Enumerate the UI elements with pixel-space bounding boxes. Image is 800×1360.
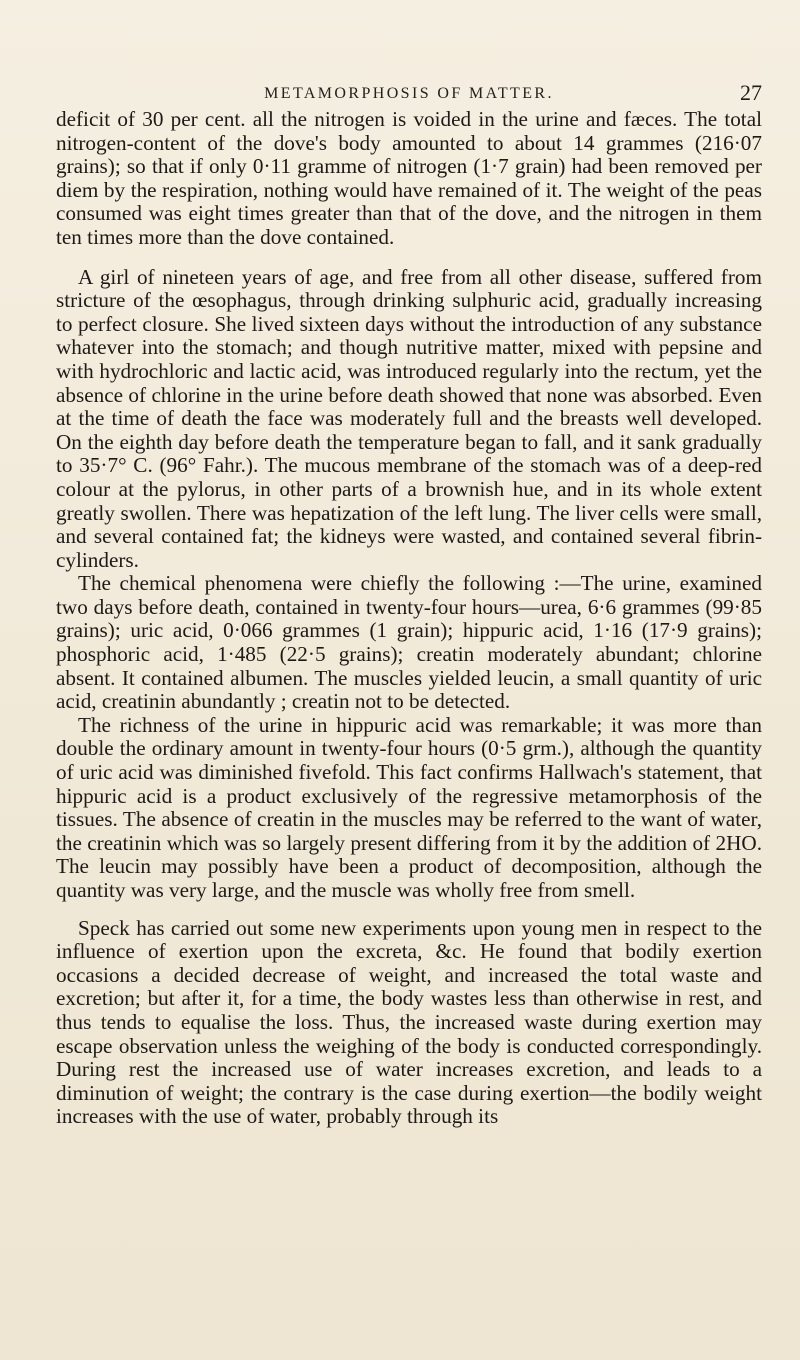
paragraph-chemical-phenomena: The chemical phenomena were chiefly the following :—The urine, examined two days before death, contained in twenty-four hours—urea, 6·6 grammes (99·85 grains); uric acid, 0·066 grammes (1 grain); hippuric acid, 1·16 (17·9 grains); phosphoric acid, 1·485 (22·5 grains); creatin moderately abundant; chlorine absent. It contained albumen. The muscles yielded leucin, a small quantity of uric acid, creatinin abundantly ; creatin not to be detected.: [56, 571, 762, 714]
paragraph-speck-experiments: Speck has carried out some new experiments upon young men in respect to the influence of exertion upon the excreta, &c. He found that bodily exertion occasions a decided decrease of weight, and increased the total waste and excretion; but after it, for a time, the body wastes less than otherwise in rest, and thus tends to equalise the loss. Thus, the increased waste during exertion may escape observation unless the weighing of the body is conducted correspondingly. During rest the increased use of water increases excretion, and leads to a diminution of weight; the contrary is the case during exertion—the bodily weight increases with the use of water, probably through its: [56, 915, 762, 1129]
paragraph-hippuric-acid: The richness of the urine in hippuric acid was remarkable; it was more than double the ordinary amount in twenty-four hours (0·5 grm.), although the quantity of uric acid was diminished fivefold. This fact confirms Hallwach's statement, that hippuric acid is a product exclusively of the regressive metamorphosis of the tissues. The absence of creatin in the muscles may be referred to the want of water, the creatinin which was so largely present differing from it by the addition of 2HO. The leucin may possibly have been a product of decomposition, although the quantity was very large, and the muscle was wholly free from smell.: [56, 712, 762, 902]
paragraph-dove-nitrogen: deficit of 30 per cent. all the nitrogen is voided in the urine and fæces. The total nitrogen-content of the dove's body amounted to about 14 grammes (216·07 grains); so that if only 0·11 gramme of nitrogen (1·7 grain) had been removed per diem by the respiration, nothing would have remained of it. The weight of the peas consumed was eight times greater than that of the dove, and the nitrogen in them ten times more than the dove contained.: [56, 107, 762, 249]
page-number: 27: [740, 80, 762, 105]
running-title: METAMORPHOSIS OF MATTER.: [264, 85, 554, 102]
body-text: [56, 108, 762, 1129]
paragraph-girl-case: A girl of nineteen years of age, and free from all other disease, suffered from stricture of the œsophagus, through drinking sulphuric acid, gradually increasing to perfect closure. She lived sixteen days without the introduction of any substance whatever into the stomach; and though nutritive matter, mixed with pepsine and with hydrochloric and lactic acid, was introduced regularly into the rectum, yet the absence of chlorine in the urine before death showed that none was absorbed. Even at the time of death the face was moderately full and the breasts well developed. On the eighth day before death the temperature began to fall, and it sank gradually to 35·7° C. (96° Fahr.). The mucous membrane of the stomach was of a deep-red colour at the pylorus, in other parts of a brownish hue, and in its whole extent greatly swollen. There was hepatization of the left lung. The liver cells were small, and several contained fat; the kidneys were wasted, and contained several fibrin-cylinders.: [56, 264, 762, 572]
